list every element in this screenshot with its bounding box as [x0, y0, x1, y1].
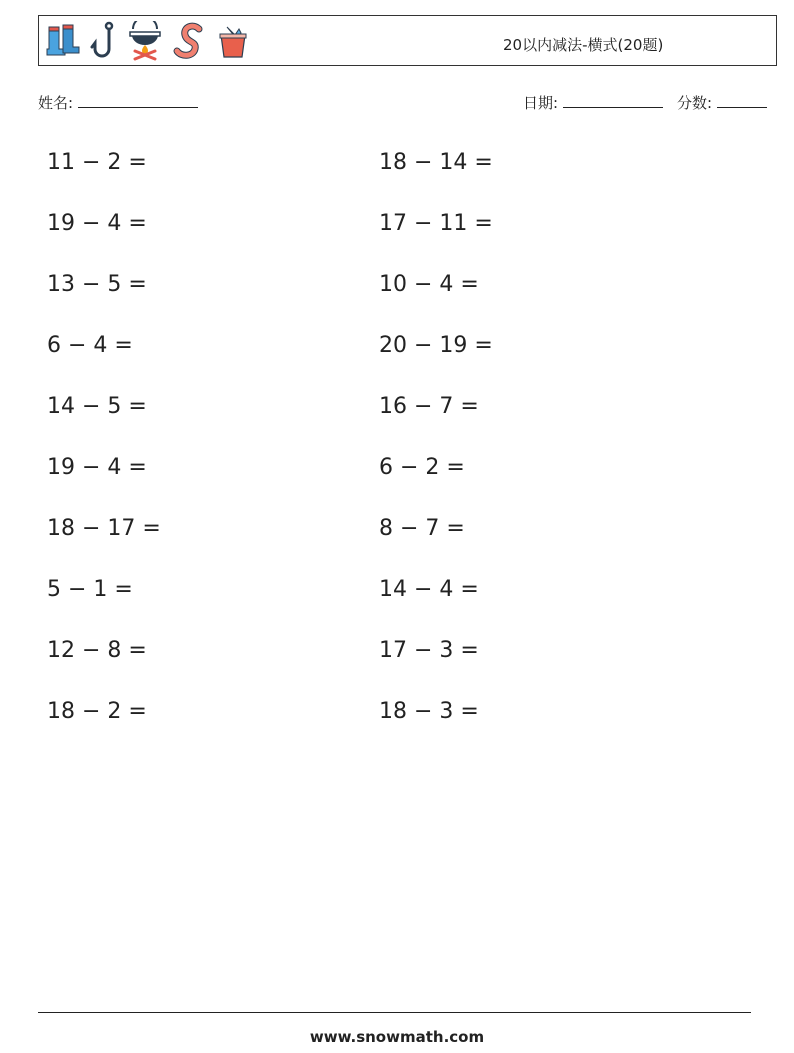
score-blank[interactable]	[717, 93, 767, 108]
rubber-boots-icon	[43, 21, 83, 61]
name-field	[38, 92, 198, 113]
problem-right: 17 − 11 =	[379, 211, 493, 236]
problem-right: 17 − 3 =	[379, 638, 479, 663]
fish-hook-icon	[87, 21, 121, 61]
problem-right: 10 − 4 =	[379, 272, 479, 297]
campfire-pot-icon	[125, 21, 165, 61]
problem-right: 8 − 7 =	[379, 516, 465, 541]
problem-left: 5 − 1 =	[47, 577, 133, 602]
problem-right: 20 − 19 =	[379, 333, 493, 358]
score-label: 分数:	[677, 94, 713, 112]
icon-strip	[43, 19, 253, 63]
problem-left: 18 − 2 =	[47, 699, 147, 724]
footer-divider	[38, 1012, 751, 1013]
problem-left: 19 − 4 =	[47, 455, 147, 480]
date-label: 日期:	[523, 94, 559, 112]
name-label: 姓名:	[38, 94, 74, 112]
score-field	[677, 92, 767, 113]
problem-right: 16 − 7 =	[379, 394, 479, 419]
problem-left: 14 − 5 =	[47, 394, 147, 419]
problem-right: 14 − 4 =	[379, 577, 479, 602]
date-blank[interactable]	[563, 93, 663, 108]
worm-icon	[169, 21, 209, 61]
problem-left: 13 − 5 =	[47, 272, 147, 297]
problem-left: 19 − 4 =	[47, 211, 147, 236]
name-blank[interactable]	[78, 93, 198, 108]
fish-bucket-icon	[213, 21, 253, 61]
problem-left: 6 − 4 =	[47, 333, 133, 358]
problem-right: 18 − 14 =	[379, 150, 493, 175]
problem-left: 11 − 2 =	[47, 150, 147, 175]
problem-left: 12 − 8 =	[47, 638, 147, 663]
footer-url[interactable]: www.snowmath.com	[309, 1028, 485, 1046]
problem-left: 18 − 17 =	[47, 516, 161, 541]
header-box	[38, 15, 777, 66]
problem-right: 18 − 3 =	[379, 699, 479, 724]
problem-right: 6 − 2 =	[379, 455, 465, 480]
date-field	[523, 92, 663, 113]
worksheet-title: 20以内减法-横式(20题)	[503, 36, 664, 54]
